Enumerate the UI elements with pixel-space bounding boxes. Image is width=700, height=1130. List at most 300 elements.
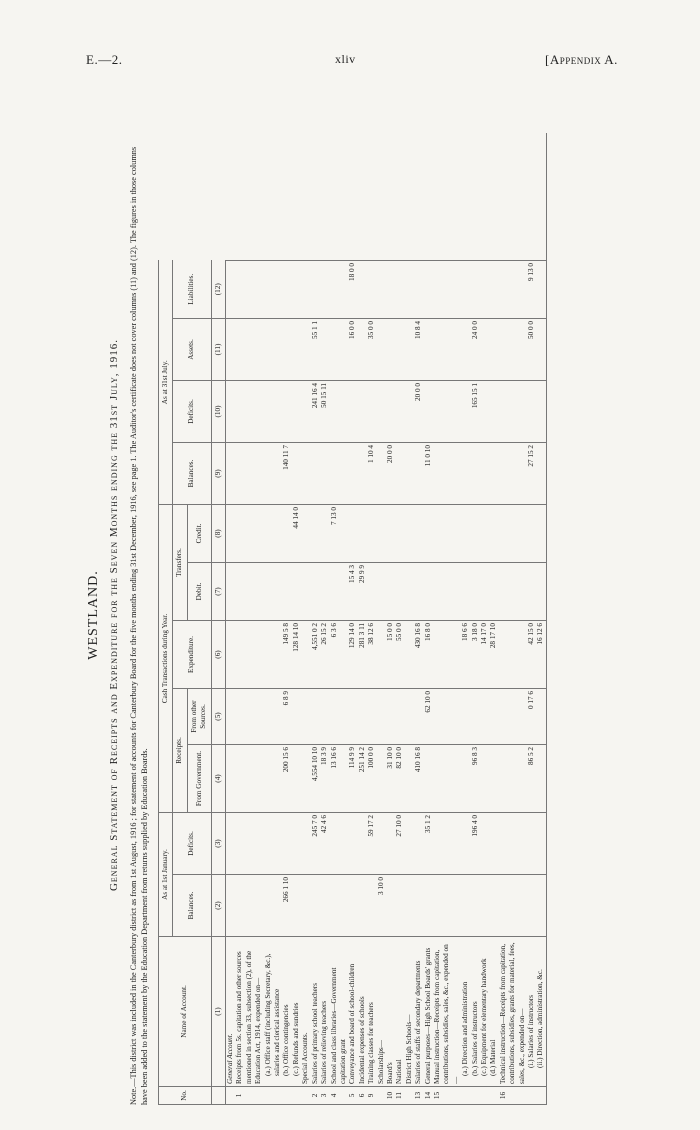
amount-cell (499, 443, 527, 505)
amount-cell (292, 319, 301, 381)
amount-cell: 140 11 7 (282, 443, 291, 505)
amount-cell (414, 505, 423, 563)
amount-cell (536, 563, 546, 621)
amount-cell (424, 745, 433, 813)
amount-cell (433, 443, 461, 505)
row-number (301, 1087, 310, 1105)
amount-cell: 149 5 8 (282, 621, 291, 689)
amount-cell (367, 563, 376, 621)
header-balances-july: Balances. (173, 443, 211, 505)
amount-cell (235, 621, 263, 689)
amount-cell (226, 381, 236, 443)
table-row (424, 133, 433, 1105)
header-deficits: Deficits. (173, 813, 211, 875)
amount-cell (386, 875, 395, 937)
amount-cell (480, 875, 489, 937)
amount-cell (499, 381, 527, 443)
amount-cell (386, 689, 395, 745)
table-row (292, 133, 301, 1105)
amount-cell (330, 319, 349, 381)
amount-cell: 16 8 0 (424, 621, 433, 689)
account-name: (a.) Office staff (including Secretary, &c.), salaries and clerical assistance (264, 937, 283, 1087)
row-number (264, 1087, 283, 1105)
amount-cell (301, 745, 310, 813)
amount-cell (414, 813, 423, 875)
amount-cell (292, 381, 301, 443)
amount-cell (235, 133, 263, 261)
table-row (367, 133, 376, 1105)
amount-cell: 18 0 0 (348, 261, 357, 319)
amount-cell: 59 17 2 (367, 813, 376, 875)
amount-cell (264, 319, 283, 381)
account-name: Salaries of staffs of secondary departments (414, 937, 423, 1087)
amount-cell (489, 319, 498, 381)
amount-cell (311, 689, 320, 745)
amount-cell (480, 563, 489, 621)
amount-cell (433, 261, 461, 319)
amount-cell (527, 563, 536, 621)
amount-cell: 11 0 10 (424, 443, 433, 505)
district-title: WESTLAND. (86, 570, 101, 660)
header-credit: Credit. (187, 505, 211, 563)
row-number (480, 1087, 489, 1105)
amount-cell (461, 875, 470, 937)
column-number: (1) (211, 937, 225, 1087)
amount-cell: 27 10 0 (395, 813, 404, 875)
amount-cell (235, 563, 263, 621)
column-number: (7) (211, 563, 225, 621)
header-from-government: From Government. (187, 745, 211, 813)
amount-cell (348, 381, 357, 443)
amount-cell (226, 443, 236, 505)
amount-cell (405, 745, 414, 813)
amount-cell (235, 381, 263, 443)
amount-cell (226, 563, 236, 621)
amount-cell (461, 443, 470, 505)
amount-cell (480, 261, 489, 319)
amount-cell (461, 745, 470, 813)
amount-cell (471, 133, 480, 261)
header-group-cash: Cash Transactions during Year. (159, 505, 173, 813)
column-number: (2) (211, 875, 225, 937)
amount-cell: 129 14 0 (348, 621, 357, 689)
table-row (311, 133, 320, 1105)
amount-cell (386, 133, 395, 261)
amount-cell (471, 261, 480, 319)
amount-cell (424, 875, 433, 937)
table-row (358, 133, 367, 1105)
amount-cell (480, 381, 489, 443)
row-number (282, 1087, 291, 1105)
amount-cell: 165 15 1 (471, 381, 480, 443)
amount-cell (311, 261, 320, 319)
row-number: 14 (424, 1087, 433, 1105)
table-row (527, 133, 536, 1105)
amount-cell (235, 745, 263, 813)
amount-cell (320, 261, 329, 319)
amount-cell (461, 563, 470, 621)
row-number (536, 1087, 546, 1105)
amount-cell: 251 14 2 (358, 745, 367, 813)
amount-cell (489, 443, 498, 505)
amount-cell (499, 133, 527, 261)
amount-cell (499, 813, 527, 875)
header-transfers: Transfers. (173, 505, 187, 621)
amount-cell (358, 443, 367, 505)
amount-cell (424, 261, 433, 319)
amount-cell (358, 261, 367, 319)
amount-cell (320, 443, 329, 505)
amount-cell (301, 381, 310, 443)
amount-cell (377, 813, 386, 875)
amount-cell (499, 261, 527, 319)
amount-cell (536, 875, 546, 937)
amount-cell (235, 689, 263, 745)
amount-cell: 4,551 0 2 (311, 621, 320, 689)
amount-cell (367, 875, 376, 937)
account-name: Scholarships— (377, 937, 386, 1087)
amount-cell: 28 17 10 (489, 621, 498, 689)
amount-cell (320, 563, 329, 621)
amount-cell (499, 745, 527, 813)
amount-cell (405, 319, 414, 381)
row-number: 1 (235, 1087, 263, 1105)
amount-cell (311, 443, 320, 505)
amount-cell (264, 133, 283, 261)
amount-cell (489, 133, 498, 261)
amount-cell (292, 133, 301, 261)
amount-cell (489, 381, 498, 443)
amount-cell (414, 261, 423, 319)
amount-cell: 82 10 0 (395, 745, 404, 813)
table-row (414, 133, 423, 1105)
amount-cell (377, 319, 386, 381)
amount-cell (405, 443, 414, 505)
amount-cell (292, 875, 301, 937)
amount-cell (480, 689, 489, 745)
amount-cell (301, 133, 310, 261)
amount-cell (377, 563, 386, 621)
amount-cell (301, 875, 310, 937)
amount-cell (367, 505, 376, 563)
amount-cell (235, 261, 263, 319)
amount-cell (348, 443, 357, 505)
row-number: 6 (358, 1087, 367, 1105)
amount-cell (226, 745, 236, 813)
amount-cell (471, 689, 480, 745)
amount-cell (292, 261, 301, 319)
amount-cell: 55 1 1 (311, 319, 320, 381)
row-number (405, 1087, 414, 1105)
amount-cell (377, 443, 386, 505)
amount-cell (461, 133, 470, 261)
table-row (536, 133, 546, 1105)
table-row (471, 133, 480, 1105)
account-name: (d.) Material (489, 937, 498, 1087)
amount-cell (348, 813, 357, 875)
amount-cell: 18 6 6 (461, 621, 470, 689)
amount-cell (292, 689, 301, 745)
amount-cell (226, 505, 236, 563)
amount-cell (499, 875, 527, 937)
amount-cell (292, 443, 301, 505)
amount-cell: 50 15 11 (320, 381, 329, 443)
amount-cell: 26 15 2 (320, 621, 329, 689)
amount-cell (405, 621, 414, 689)
header-group-july: As at 31st July. (159, 261, 173, 505)
amount-cell (330, 563, 349, 621)
amount-cell (292, 745, 301, 813)
header-expenditure: Expenditure. (173, 621, 211, 689)
amount-cell (433, 133, 461, 261)
amount-cell: 62 10 0 (424, 689, 433, 745)
amount-cell (480, 745, 489, 813)
amount-cell: 35 1 2 (424, 813, 433, 875)
amount-cell (499, 319, 527, 381)
column-number: (4) (211, 745, 225, 813)
table-row (405, 133, 414, 1105)
table-row (264, 133, 283, 1105)
table-row (395, 133, 404, 1105)
amount-cell: 114 9 9 (348, 745, 357, 813)
amount-cell (480, 505, 489, 563)
accounts-table (158, 133, 547, 1105)
amount-cell: 241 16 4 (311, 381, 320, 443)
amount-cell (471, 505, 480, 563)
amount-cell (264, 689, 283, 745)
amount-cell: 24 0 0 (471, 319, 480, 381)
table-row (235, 133, 263, 1105)
amount-cell: 15 0 0 (386, 621, 395, 689)
account-name: School and class libraries—Government capitation grant (330, 937, 349, 1087)
amount-cell: 15 4 3 (348, 563, 357, 621)
amount-cell (264, 875, 283, 937)
amount-cell (226, 261, 236, 319)
amount-cell: 86 5 2 (527, 745, 536, 813)
amount-cell (386, 563, 395, 621)
amount-cell (433, 875, 461, 937)
table-row (320, 133, 329, 1105)
amount-cell: 3 10 0 (377, 875, 386, 937)
row-number: 4 (330, 1087, 349, 1105)
amount-cell (386, 381, 395, 443)
account-name: Salaries of primary school teachers (311, 937, 320, 1087)
amount-cell (471, 443, 480, 505)
amount-cell (461, 261, 470, 319)
amount-cell (264, 381, 283, 443)
amount-cell (489, 505, 498, 563)
amount-cell (358, 689, 367, 745)
amount-cell (264, 563, 283, 621)
amount-cell (358, 813, 367, 875)
amount-cell: 13 16 6 (330, 745, 349, 813)
account-name: General purposes—High School Boards' grants (424, 937, 433, 1087)
amount-cell: 430 16 8 (414, 621, 423, 689)
amount-cell (367, 381, 376, 443)
column-number: (12) (211, 261, 225, 319)
table-row (480, 133, 489, 1105)
page-number: xliv (335, 52, 356, 66)
account-name: Training classes for teachers (367, 937, 376, 1087)
amount-cell (377, 133, 386, 261)
account-name: (b.) Office contingencies (282, 937, 291, 1087)
amount-cell (414, 689, 423, 745)
amount-cell (226, 689, 236, 745)
amount-cell (320, 875, 329, 937)
amount-cell (424, 319, 433, 381)
amount-cell (292, 563, 301, 621)
amount-cell: 50 0 0 (527, 319, 536, 381)
amount-cell (320, 689, 329, 745)
amount-cell (386, 505, 395, 563)
table-row (386, 133, 395, 1105)
amount-cell (330, 261, 349, 319)
statement-note: Note.—This district was included in the Canterbury district as from 1st August, 1916 ; for statement of accounts for Canterbury Board for the five months ending 31st December, 1916, see page 1. The Auditor's certificate does not cover columns (11) and (12). The figures in those columns have been added to the statement by the Education Department from returns supplied by Education Boards. (129, 146, 149, 1105)
amount-cell (330, 381, 349, 443)
amount-cell (405, 261, 414, 319)
amount-cell (301, 563, 310, 621)
appendix-label: [Appendix A. (545, 52, 618, 67)
amount-cell (348, 689, 357, 745)
amount-cell (282, 505, 291, 563)
account-name: (c.) Equipment for elementary handwork (480, 937, 489, 1087)
amount-cell (480, 319, 489, 381)
amount-cell (386, 813, 395, 875)
header-liabilities: Liabilities. (173, 261, 211, 319)
amount-cell: 16 0 0 (348, 319, 357, 381)
row-number (226, 1087, 236, 1105)
amount-cell (358, 319, 367, 381)
amount-cell (330, 689, 349, 745)
amount-cell: 55 0 0 (395, 621, 404, 689)
amount-cell (377, 621, 386, 689)
amount-cell (282, 133, 291, 261)
amount-cell: 200 15 6 (282, 745, 291, 813)
amount-cell (433, 505, 461, 563)
amount-cell (377, 689, 386, 745)
account-name: National (395, 937, 404, 1087)
amount-cell (461, 319, 470, 381)
amount-cell (480, 133, 489, 261)
amount-cell (536, 381, 546, 443)
amount-cell (414, 443, 423, 505)
amount-cell (405, 133, 414, 261)
account-name: Incidental expenses of schools (358, 937, 367, 1087)
amount-cell (433, 621, 461, 689)
amount-cell (330, 813, 349, 875)
header-debit: Debit. (187, 563, 211, 621)
amount-cell (395, 381, 404, 443)
amount-cell: 42 15 0 (527, 621, 536, 689)
amount-cell (527, 133, 536, 261)
amount-cell (424, 505, 433, 563)
amount-cell (414, 133, 423, 261)
amount-cell (226, 875, 236, 937)
amount-cell (358, 875, 367, 937)
amount-cell (489, 813, 498, 875)
amount-cell (226, 621, 236, 689)
row-number (471, 1087, 480, 1105)
column-number: (6) (211, 621, 225, 689)
amount-cell (282, 381, 291, 443)
amount-cell: 96 8 3 (471, 745, 480, 813)
table-row (301, 133, 310, 1105)
amount-cell (461, 689, 470, 745)
column-number: (10) (211, 381, 225, 443)
amount-cell (320, 133, 329, 261)
page-code: E.—2. (86, 52, 123, 67)
amount-cell (367, 689, 376, 745)
amount-cell: 29 9 9 (358, 563, 367, 621)
amount-cell: 20 0 0 (414, 381, 423, 443)
row-number: 3 (320, 1087, 329, 1105)
amount-cell (424, 133, 433, 261)
account-name: District High Schools— (405, 937, 414, 1087)
amount-cell (348, 875, 357, 937)
amount-cell (405, 505, 414, 563)
amount-cell (226, 813, 236, 875)
amount-cell: 38 12 6 (367, 621, 376, 689)
amount-cell (235, 505, 263, 563)
amount-cell (536, 443, 546, 505)
amount-cell (320, 505, 329, 563)
amount-cell (264, 745, 283, 813)
amount-cell (358, 133, 367, 261)
amount-cell (395, 319, 404, 381)
table-row (461, 133, 470, 1105)
amount-cell (330, 875, 349, 937)
amount-cell (395, 689, 404, 745)
amount-cell (471, 875, 480, 937)
account-name: Technical instruction—Receipts from capitation, contributions, subsidies, grants for material, fees, sales, &c., expended on— (499, 937, 527, 1087)
header-group-jan: As at 1st January. (159, 813, 173, 937)
column-number-row (211, 133, 225, 1105)
column-number-blank (211, 1087, 225, 1105)
row-number (489, 1087, 498, 1105)
amount-cell (235, 443, 263, 505)
table-row (282, 133, 291, 1105)
amount-cell (226, 133, 236, 261)
amount-cell (301, 621, 310, 689)
account-name: (c.) Refunds and sundries (292, 937, 301, 1087)
amount-cell: 128 14 10 (292, 621, 301, 689)
header-name: Name of Account. (159, 937, 212, 1087)
amount-cell (536, 319, 546, 381)
amount-cell (414, 875, 423, 937)
amount-cell (536, 689, 546, 745)
amount-cell (461, 813, 470, 875)
row-number: 10 (386, 1087, 395, 1105)
account-name: Board's (386, 937, 395, 1087)
accounts-body (226, 133, 547, 1105)
amount-cell (377, 505, 386, 563)
row-number (377, 1087, 386, 1105)
header-from-other: From other Sources. (187, 689, 211, 745)
amount-cell (433, 813, 461, 875)
account-name: General Account. (226, 937, 236, 1087)
amount-cell (282, 563, 291, 621)
amount-cell (311, 505, 320, 563)
amount-cell (461, 381, 470, 443)
account-name: Conveyance and board of school-children (348, 937, 357, 1087)
column-number: (5) (211, 689, 225, 745)
amount-cell (527, 505, 536, 563)
amount-cell (282, 813, 291, 875)
amount-cell (433, 689, 461, 745)
amount-cell (499, 505, 527, 563)
amount-cell (405, 689, 414, 745)
amount-cell (377, 745, 386, 813)
